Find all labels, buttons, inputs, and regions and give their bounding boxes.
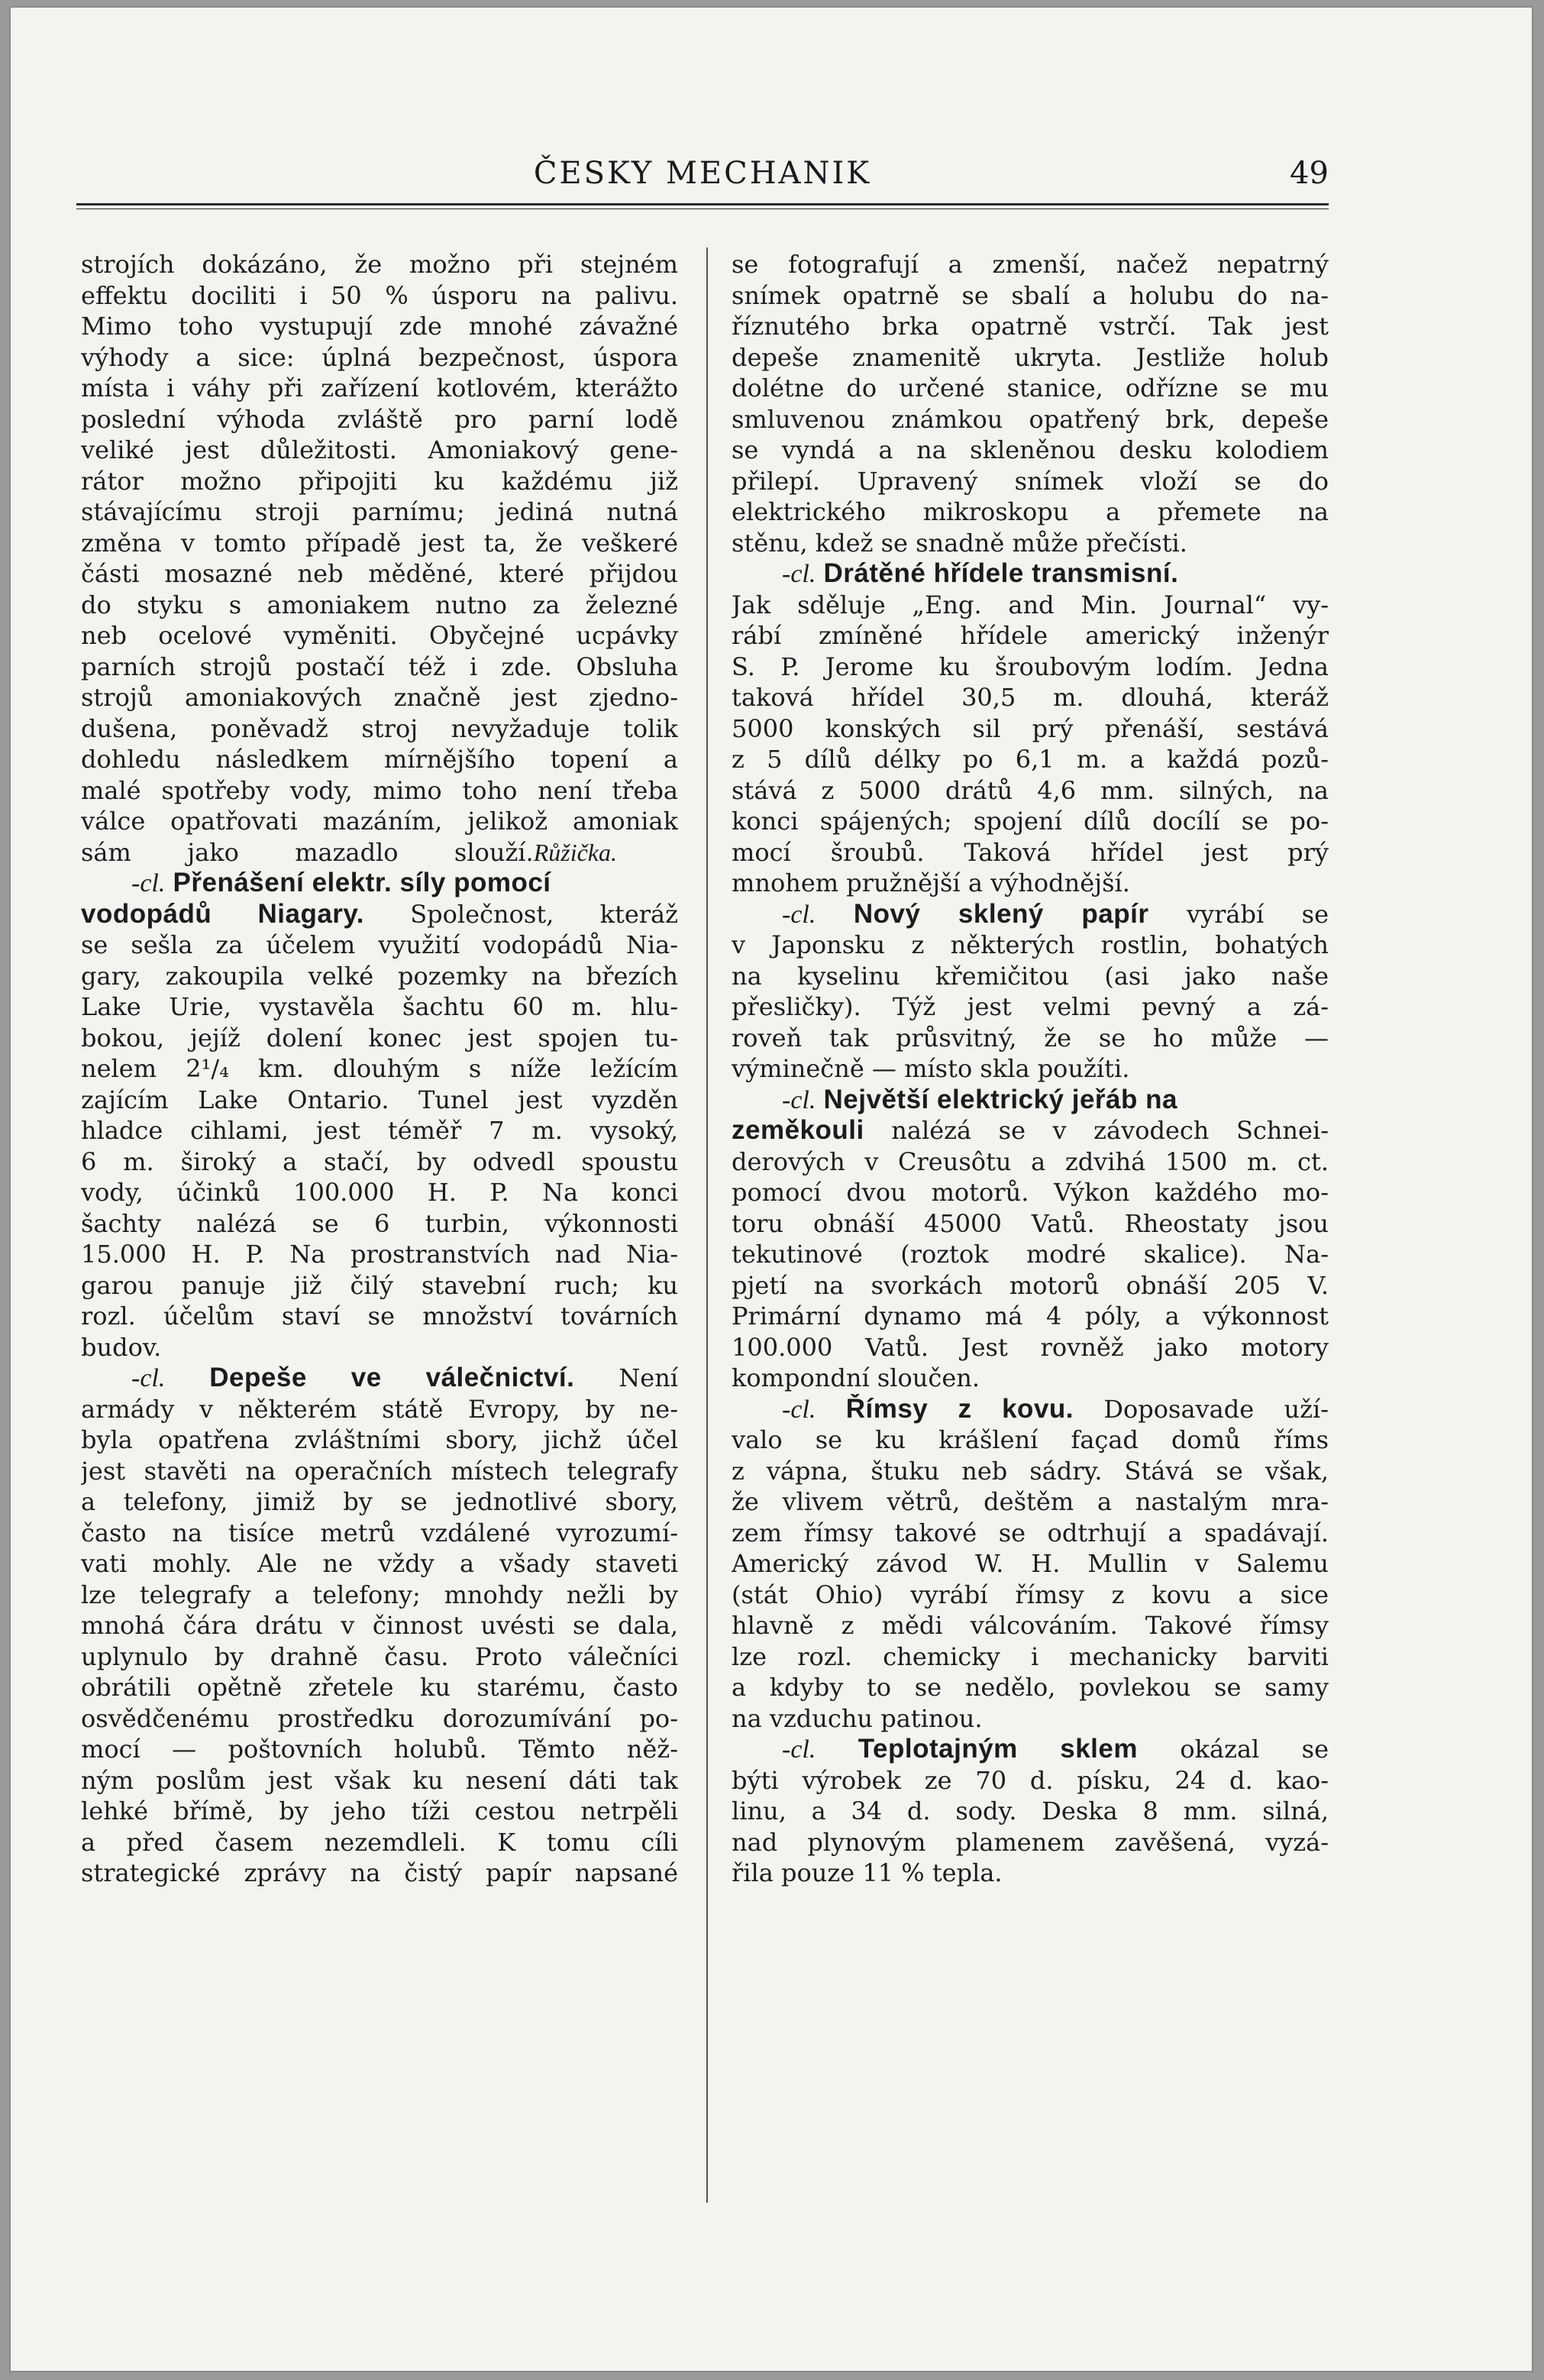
- author-mark: -cl.: [131, 869, 166, 897]
- column-divider: [706, 247, 708, 2203]
- text-line: malé spotřeby vody, mimo toho není třeba: [81, 775, 678, 805]
- text-line: poslední výhoda zvláště pro parní lodě: [81, 404, 678, 434]
- article-title: Nový sklený papír: [853, 898, 1149, 929]
- author-signature: Růžička.: [533, 838, 617, 866]
- text-line: se vyndá a na skleněnou desku kolodiem: [732, 435, 1329, 464]
- text-line: tekutinové (roztok modré skalice). Na-: [732, 1240, 1329, 1269]
- text-line: výminečně — místo skla použíti.: [732, 1054, 1130, 1083]
- text-line: dušena, poněvadž stroj nevyžaduje tolik: [81, 713, 678, 743]
- text-line: Primární dynamo má 4 póly, a výkonnost: [732, 1302, 1329, 1331]
- article-heading: [732, 899, 1329, 930]
- text-line: pomocí dvou motorů. Výkon každého mo-: [732, 1178, 1329, 1207]
- left-column: [81, 249, 678, 1889]
- text-line: stávajícímu stroji parnímu; jediná nutná: [81, 497, 678, 526]
- text-line: 6 m. široký a stačí, by odvedl spoustu: [81, 1146, 678, 1176]
- text-line: Americký závod W. H. Mullin v Salemu: [732, 1549, 1329, 1578]
- text-line: taková hřídel 30,5 m. dlouhá, kteráž: [732, 683, 1329, 712]
- text-line: lehké břímě, by jeho tíži cestou netrpěli: [81, 1796, 678, 1825]
- text-line: mnohem pružnější a výhodnější.: [732, 868, 1130, 897]
- author-mark: -cl.: [782, 1395, 816, 1424]
- text-line: nad plynovým plamenem zavěšená, vyzá-: [732, 1827, 1329, 1857]
- text-line: smluvenou známkou opatřený brk, depeše: [732, 404, 1329, 434]
- text-line: dolétne do určené stanice, odřízne se mu: [732, 373, 1329, 403]
- text-line: jest stavěti na operačních místech telegrafy: [81, 1456, 678, 1486]
- text-line: rábí zmíněné hřídele americký inženýr: [732, 621, 1329, 650]
- page-number: 49: [1290, 156, 1329, 191]
- text-line: často na tisíce metrů vzdálené vyrozumí-: [81, 1518, 678, 1547]
- text-line: strojů amoniakových značně jest zjedno-: [81, 683, 678, 712]
- text-line: šachty nalézá se 6 turbin, výkonnosti: [81, 1208, 678, 1238]
- text-line: sám jako mazadlo slouží.: [81, 837, 534, 867]
- text-line: mocí — poštovních holubů. Těmto něž-: [81, 1735, 678, 1764]
- text-line: přesličky). Týž jest velmi pevný a zá-: [732, 992, 1329, 1021]
- text-line: osvědčenému prostředku dorozumívání po-: [81, 1703, 678, 1733]
- text-line: rozl. účelům staví se množství továrních: [81, 1302, 678, 1331]
- text-line: Lake Urie, vystavěla šachtu 60 m. hlu-: [81, 992, 678, 1021]
- text-line: linu, a 34 d. sody. Deska 8 mm. silná,: [732, 1796, 1329, 1825]
- text-line: obrátili opětně zřetele ku starému, často: [81, 1673, 678, 1702]
- text-line: stává z 5000 drátů 4,6 mm. silných, na: [732, 775, 1329, 805]
- text-line: kompondní sloučen.: [732, 1363, 980, 1392]
- text-line: Není: [619, 1363, 678, 1392]
- text-line: vati mohly. Ale ne vždy a všady staveti: [81, 1549, 678, 1578]
- article-title: Přenášení elektr. síly pomocí: [173, 868, 551, 897]
- text-line: S. P. Jerome ku šroubovým lodím. Jedna: [732, 652, 1329, 681]
- text-line: řila pouze 11 % tepla.: [732, 1858, 1003, 1887]
- text-line: dohledu následkem mírnějšího topení a: [81, 745, 678, 774]
- text-line: zajícím Lake Ontario. Tunel jest vyzděn: [81, 1085, 678, 1114]
- signature-line: [81, 837, 678, 868]
- text-line: (stát Ohio) vyrábí římsy z kovu a sice: [732, 1580, 1329, 1609]
- article-heading-continued: [81, 899, 678, 930]
- text-line: roveň tak průsvitný, že se ho může —: [732, 1023, 1329, 1053]
- text-line: říznutého brka opatrně vstrčí. Tak jest: [732, 312, 1329, 341]
- text-line: ným poslům jest však ku nesení dáti tak: [81, 1765, 678, 1795]
- text-line: rátor možno připojiti ku každému již: [81, 466, 678, 496]
- text-line: mnohá čára drátu v činnost uvésti se dala,: [81, 1611, 678, 1640]
- text-line: Jak sděluje „Eng. and Min. Journal“ vy-: [732, 590, 1329, 619]
- article-heading: [732, 1734, 1329, 1765]
- article-heading: [81, 1363, 678, 1394]
- text-line: parních strojů postačí též i zde. Obsluha: [81, 652, 678, 681]
- text-line: gary, zakoupila velké pozemky na březích: [81, 961, 678, 991]
- text-line: Doposavade uží-: [1103, 1394, 1329, 1424]
- text-line: veliké jest důležitosti. Amoniakový gene-: [81, 435, 678, 464]
- right-column: [732, 249, 1329, 1889]
- page: [9, 6, 1533, 2372]
- text-line: byla opatřena zvláštními sbory, jichž účel: [81, 1425, 678, 1454]
- text-line: elektrického mikroskopu a přemete na: [732, 497, 1329, 526]
- text-line: býti výrobek ze 70 d. písku, 24 d. kao-: [732, 1765, 1329, 1795]
- text-line: a kdyby to se nedělo, povlekou se samy: [732, 1673, 1329, 1702]
- text-line: na kyselinu křemičitou (asi jako naše: [732, 961, 1329, 991]
- text-line: že vlivem větrů, deštěm a nastalým mra-: [732, 1487, 1329, 1516]
- text-line: 100.000 Vatů. Jest rovněž jako motory: [732, 1332, 1329, 1362]
- text-line: uplynulo by drahně času. Proto válečníci: [81, 1641, 678, 1671]
- text-line: části mosazné neb měděné, které přijdou: [81, 559, 678, 588]
- text-line: a telefony, jimiž by se jednotlivé sbory,: [81, 1487, 678, 1516]
- article-title: Teplotajným sklem: [858, 1734, 1138, 1764]
- text-line: na vzduchu patinou.: [732, 1703, 983, 1733]
- article-heading: [81, 868, 678, 899]
- article-title-continued: zeměkouli: [732, 1115, 864, 1145]
- text-line: armády v některém státě Evropy, by ne-: [81, 1394, 678, 1424]
- text-line: vyrábí se: [1186, 899, 1329, 929]
- text-line: snímek opatrně se sbalí a holubu do na-: [732, 280, 1329, 310]
- author-mark: -cl.: [782, 1085, 816, 1114]
- text-line: pjetí na svorkách motorů obnáší 205 V.: [732, 1270, 1329, 1300]
- article-heading: [732, 558, 1329, 590]
- text-line: bokou, jejíž dolení konec jest spojen tu-: [81, 1023, 678, 1053]
- article-heading-continued: [732, 1115, 1329, 1146]
- text-line: budov.: [81, 1332, 162, 1362]
- author-mark: -cl.: [782, 1735, 816, 1764]
- text-line: zem římsy takové se odtrhují a spadávají.: [732, 1518, 1329, 1547]
- text-line: změna v tomto případě jest ta, že veškeré: [81, 528, 678, 558]
- text-line: se sešla za účelem využití vodopádů Nia-: [81, 930, 678, 959]
- text-line: 15.000 H. P. Na prostranstvích nad Nia-: [81, 1240, 678, 1269]
- text-line: v Japonsku z některých rostlin, bohatých: [732, 930, 1329, 959]
- text-line: strategické zprávy na čistý papír napsané: [81, 1858, 678, 1887]
- article-title-continued: vodopádů Niagary.: [81, 898, 365, 929]
- author-mark: -cl.: [782, 560, 816, 588]
- text-line: vody, účinků 100.000 H. P. Na konci: [81, 1178, 678, 1207]
- text-line: z 5 dílů délky po 6,1 m. a každá pozů-: [732, 745, 1329, 774]
- author-mark: -cl.: [782, 900, 816, 929]
- text-line: Mimo toho vystupují zde mnohé závažné: [81, 312, 678, 341]
- text-line: se fotografují a zmenší, načež nepatrný: [732, 250, 1329, 279]
- text-line: nelem 2¹/₄ km. dlouhým s níže ležícím: [81, 1054, 678, 1083]
- text-line: okázal se: [1180, 1735, 1329, 1764]
- article-title: Drátěné hřídele transmisní.: [823, 558, 1179, 588]
- text-line: z vápna, štuku neb sádry. Stává se však,: [732, 1456, 1329, 1486]
- text-line: hlavně z mědi válcováním. Takové římsy: [732, 1611, 1329, 1640]
- text-line: effektu dociliti i 50 % úsporu na palivu.: [81, 280, 678, 310]
- article-title: Římsy z kovu.: [845, 1393, 1074, 1424]
- text-line: lze telegrafy a telefony; mnohdy nežli by: [81, 1580, 678, 1609]
- text-line: výhody a sice: úplná bezpečnost, úspora: [81, 342, 678, 372]
- article-heading: [732, 1085, 1329, 1116]
- text-line: valo se ku krášlení façad domů říms: [732, 1425, 1329, 1454]
- text-line: nalézá se v závodech Schnei-: [891, 1116, 1329, 1145]
- text-line: do styku s amoniakem nutno za železné: [81, 590, 678, 619]
- text-line: derových v Creusôtu a zdvihá 1500 m. ct.: [732, 1146, 1329, 1176]
- text-line: přilepí. Upravený snímek vloží se do: [732, 466, 1329, 496]
- text-line: strojích dokázáno, že možno při stejném: [81, 250, 678, 279]
- article-title: Největší elektrický jeřáb na: [823, 1084, 1177, 1114]
- text-line: válce opatřovati mazáním, jelikož amoniak: [81, 807, 678, 836]
- text-line: hladce cihlami, jest téměř 7 m. vysoký,: [81, 1116, 678, 1145]
- text-line: Společnost, kteráž: [410, 899, 678, 929]
- text-line: mocí šroubů. Taková hřídel jest prý: [732, 837, 1329, 867]
- text-line: toru obnáší 45000 Vatů. Rheostaty jsou: [732, 1208, 1329, 1238]
- running-title: ČESKY MECHANIK: [533, 156, 872, 191]
- article-heading: [732, 1394, 1329, 1425]
- header-rule: [76, 203, 1329, 205]
- text-line: a před časem nezemdleli. K tomu cíli: [81, 1827, 678, 1857]
- article-title: Depeše ve válečnictví.: [209, 1363, 575, 1392]
- text-line: neb ocelové vyměniti. Obyčejné ucpávky: [81, 621, 678, 650]
- text-line: garou panuje již čilý stavební ruch; ku: [81, 1270, 678, 1300]
- author-mark: -cl.: [131, 1364, 166, 1392]
- text-line: depeše znamenitě ukryta. Jestliže holub: [732, 342, 1329, 372]
- text-line: 5000 konských sil prý přenáší, sestává: [732, 713, 1329, 743]
- text-line: stěnu, kdež se snadně může přečísti.: [732, 528, 1187, 558]
- text-line: konci spájených; spojení dílů docílí se po-: [732, 807, 1329, 836]
- text-line: lze rozl. chemicky i mechanicky barviti: [732, 1641, 1329, 1671]
- text-line: místa i váhy při zařízení kotlovém, kterážto: [81, 373, 678, 403]
- page-header: [76, 156, 1329, 202]
